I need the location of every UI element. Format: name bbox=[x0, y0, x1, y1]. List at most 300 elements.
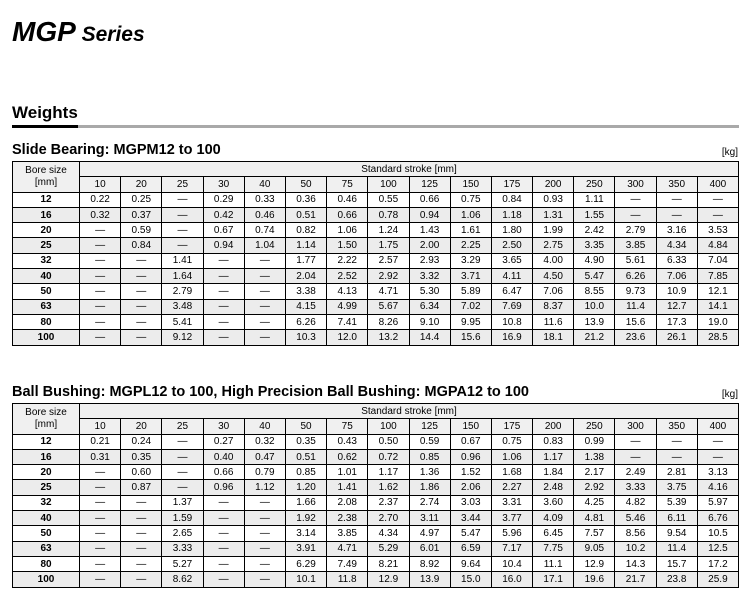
weight-cell: 3.11 bbox=[409, 511, 450, 526]
series-main: MGP bbox=[12, 16, 76, 47]
weight-cell: — bbox=[162, 223, 203, 238]
weight-cell: 0.59 bbox=[121, 223, 162, 238]
weight-cell: — bbox=[80, 238, 121, 253]
bore-size-cell: 80 bbox=[13, 314, 80, 329]
weight-cell: 2.79 bbox=[615, 223, 656, 238]
table-row bbox=[13, 556, 739, 571]
weight-cell: 0.85 bbox=[409, 449, 450, 464]
weight-cell: 0.24 bbox=[121, 434, 162, 449]
weight-cell: 2.25 bbox=[450, 238, 491, 253]
stroke-header-cell: 100 bbox=[368, 177, 409, 192]
weight-cell: 3.32 bbox=[409, 269, 450, 284]
standard-stroke-header: Standard stroke [mm] bbox=[80, 162, 739, 177]
weight-cell: 2.65 bbox=[162, 526, 203, 541]
weight-cell: 0.94 bbox=[409, 207, 450, 222]
weight-cell: — bbox=[203, 526, 244, 541]
weight-cell: 11.4 bbox=[615, 299, 656, 314]
weight-cell: 2.92 bbox=[368, 269, 409, 284]
weight-cell: 16.0 bbox=[491, 572, 532, 587]
weight-cell: 7.04 bbox=[697, 253, 738, 268]
weight-cell: 5.61 bbox=[615, 253, 656, 268]
weight-cell: 3.33 bbox=[162, 541, 203, 556]
stroke-header-cell: 150 bbox=[450, 419, 491, 434]
weight-cell: 1.52 bbox=[450, 465, 491, 480]
weight-cell: 2.06 bbox=[450, 480, 491, 495]
weight-cell: 4.00 bbox=[533, 253, 574, 268]
weight-cell: 0.94 bbox=[203, 238, 244, 253]
weight-cell: 1.59 bbox=[162, 511, 203, 526]
table-row bbox=[13, 495, 739, 510]
weight-cell: — bbox=[615, 192, 656, 207]
weight-cell: — bbox=[80, 556, 121, 571]
weight-cell: 1.06 bbox=[450, 207, 491, 222]
weight-cell: — bbox=[203, 269, 244, 284]
weight-cell: 3.65 bbox=[491, 253, 532, 268]
weight-cell: 2.08 bbox=[327, 495, 368, 510]
weight-cell: 6.29 bbox=[285, 556, 326, 571]
weight-cell: 0.31 bbox=[80, 449, 121, 464]
weight-cell: — bbox=[203, 330, 244, 345]
weight-cell: 5.29 bbox=[368, 541, 409, 556]
weight-cell: — bbox=[203, 284, 244, 299]
weight-cell: — bbox=[80, 299, 121, 314]
weight-cell: 2.49 bbox=[615, 465, 656, 480]
weight-cell: 3.38 bbox=[285, 284, 326, 299]
weight-cell: 3.35 bbox=[574, 238, 615, 253]
table-header-row bbox=[13, 162, 739, 177]
weight-cell: 2.38 bbox=[327, 511, 368, 526]
weight-cell: 6.34 bbox=[409, 299, 450, 314]
bore-size-cell: 50 bbox=[13, 284, 80, 299]
weight-cell: 4.15 bbox=[285, 299, 326, 314]
weight-cell: 4.81 bbox=[574, 511, 615, 526]
weight-cell: 1.01 bbox=[327, 465, 368, 480]
weight-cell: 1.84 bbox=[533, 465, 574, 480]
weight-cell: 3.33 bbox=[615, 480, 656, 495]
ball-bushing-unit: [kg] bbox=[721, 389, 738, 400]
weight-cell: — bbox=[80, 495, 121, 510]
stroke-values-row bbox=[13, 419, 739, 434]
weight-cell: 0.46 bbox=[244, 207, 285, 222]
weight-cell: 4.25 bbox=[574, 495, 615, 510]
weight-cell: — bbox=[697, 434, 738, 449]
weight-cell: 9.73 bbox=[615, 284, 656, 299]
weight-cell: 1.31 bbox=[533, 207, 574, 222]
weight-cell: 0.66 bbox=[409, 192, 450, 207]
slide-bearing-unit: [kg] bbox=[721, 147, 738, 158]
section-divider bbox=[12, 125, 739, 128]
bore-size-cell: 32 bbox=[13, 495, 80, 510]
table-row bbox=[13, 223, 739, 238]
weight-cell: — bbox=[121, 299, 162, 314]
weight-cell: 3.13 bbox=[697, 465, 738, 480]
weight-cell: 7.17 bbox=[491, 541, 532, 556]
weight-cell: — bbox=[244, 511, 285, 526]
weight-cell: 7.85 bbox=[697, 269, 738, 284]
weight-cell: 3.85 bbox=[615, 238, 656, 253]
weight-cell: 5.30 bbox=[409, 284, 450, 299]
weight-cell: 4.09 bbox=[533, 511, 574, 526]
weight-cell: 8.56 bbox=[615, 526, 656, 541]
bore-size-cell: 50 bbox=[13, 526, 80, 541]
stroke-header-cell: 125 bbox=[409, 419, 450, 434]
stroke-header-cell: 200 bbox=[533, 177, 574, 192]
stroke-header-cell: 250 bbox=[574, 177, 615, 192]
weight-cell: 10.5 bbox=[697, 526, 738, 541]
stroke-header-cell: 20 bbox=[121, 419, 162, 434]
weight-cell: 0.27 bbox=[203, 434, 244, 449]
weight-cell: 3.77 bbox=[491, 511, 532, 526]
weight-cell: 8.21 bbox=[368, 556, 409, 571]
weight-cell: 7.06 bbox=[656, 269, 697, 284]
table-row bbox=[13, 284, 739, 299]
weight-cell: 11.6 bbox=[533, 314, 574, 329]
stroke-header-cell: 100 bbox=[368, 419, 409, 434]
weight-cell: 0.22 bbox=[80, 192, 121, 207]
weight-cell: — bbox=[656, 434, 697, 449]
weight-cell: 8.26 bbox=[368, 314, 409, 329]
weight-cell: — bbox=[121, 541, 162, 556]
weight-cell: 21.7 bbox=[615, 572, 656, 587]
weight-cell: — bbox=[121, 314, 162, 329]
weight-cell: 2.52 bbox=[327, 269, 368, 284]
weight-cell: 0.46 bbox=[327, 192, 368, 207]
table-row bbox=[13, 434, 739, 449]
weight-cell: 2.22 bbox=[327, 253, 368, 268]
weight-cell: 9.12 bbox=[162, 330, 203, 345]
weight-cell: 1.11 bbox=[574, 192, 615, 207]
weight-cell: 2.57 bbox=[368, 253, 409, 268]
weight-cell: 4.11 bbox=[491, 269, 532, 284]
weight-cell: 0.51 bbox=[285, 207, 326, 222]
weight-cell: 6.45 bbox=[533, 526, 574, 541]
weight-cell: 1.24 bbox=[368, 223, 409, 238]
weight-cell: — bbox=[80, 269, 121, 284]
weight-cell: 3.29 bbox=[450, 253, 491, 268]
table-row bbox=[13, 238, 739, 253]
bore-size-cell: 80 bbox=[13, 556, 80, 571]
table-row bbox=[13, 299, 739, 314]
weight-cell: — bbox=[121, 269, 162, 284]
weight-cell: — bbox=[656, 207, 697, 222]
weight-cell: 17.3 bbox=[656, 314, 697, 329]
bore-size-cell: 20 bbox=[13, 465, 80, 480]
weight-cell: — bbox=[615, 449, 656, 464]
stroke-header-cell: 30 bbox=[203, 419, 244, 434]
weight-cell: 0.37 bbox=[121, 207, 162, 222]
weight-cell: — bbox=[80, 526, 121, 541]
weight-cell: 0.66 bbox=[327, 207, 368, 222]
weight-cell: 14.1 bbox=[697, 299, 738, 314]
bore-size-cell: 16 bbox=[13, 449, 80, 464]
weight-cell: 3.48 bbox=[162, 299, 203, 314]
weight-cell: 3.44 bbox=[450, 511, 491, 526]
bore-size-cell: 16 bbox=[13, 207, 80, 222]
weight-cell: 0.83 bbox=[533, 434, 574, 449]
weight-cell: — bbox=[80, 572, 121, 587]
weight-cell: — bbox=[697, 449, 738, 464]
weight-cell: 0.75 bbox=[450, 192, 491, 207]
weight-cell: 8.37 bbox=[533, 299, 574, 314]
weight-cell: 0.29 bbox=[203, 192, 244, 207]
weight-cell: — bbox=[80, 223, 121, 238]
weight-cell: 19.0 bbox=[697, 314, 738, 329]
stroke-header-cell: 175 bbox=[491, 177, 532, 192]
stroke-header-cell: 300 bbox=[615, 177, 656, 192]
weight-cell: 6.47 bbox=[491, 284, 532, 299]
weight-cell: — bbox=[244, 299, 285, 314]
weight-cell: 26.1 bbox=[656, 330, 697, 345]
bore-size-cell: 20 bbox=[13, 223, 80, 238]
weight-cell: 10.8 bbox=[491, 314, 532, 329]
weight-cell: 12.1 bbox=[697, 284, 738, 299]
weight-cell: 12.9 bbox=[574, 556, 615, 571]
ball-bushing-weight-table bbox=[12, 403, 739, 588]
weight-cell: 0.96 bbox=[450, 449, 491, 464]
weight-cell: 6.26 bbox=[285, 314, 326, 329]
weight-cell: 0.60 bbox=[121, 465, 162, 480]
weight-cell: 0.40 bbox=[203, 449, 244, 464]
weight-cell: 12.0 bbox=[327, 330, 368, 345]
weight-cell: — bbox=[162, 434, 203, 449]
weight-cell: 2.37 bbox=[368, 495, 409, 510]
bore-size-cell: 63 bbox=[13, 541, 80, 556]
table-row bbox=[13, 541, 739, 556]
stroke-header-cell: 125 bbox=[409, 177, 450, 192]
stroke-header-cell: 50 bbox=[285, 177, 326, 192]
weight-cell: — bbox=[615, 434, 656, 449]
weight-cell: 7.06 bbox=[533, 284, 574, 299]
weight-cell: 6.01 bbox=[409, 541, 450, 556]
stroke-header-cell: 75 bbox=[327, 419, 368, 434]
weight-cell: 17.2 bbox=[697, 556, 738, 571]
weight-cell: 10.9 bbox=[656, 284, 697, 299]
weight-cell: 2.93 bbox=[409, 253, 450, 268]
weight-cell: 0.82 bbox=[285, 223, 326, 238]
weight-cell: 3.16 bbox=[656, 223, 697, 238]
stroke-header-cell: 10 bbox=[80, 419, 121, 434]
table-row bbox=[13, 511, 739, 526]
weight-cell: 0.74 bbox=[244, 223, 285, 238]
weight-cell: — bbox=[162, 449, 203, 464]
weight-cell: 2.74 bbox=[409, 495, 450, 510]
weight-cell: 0.78 bbox=[368, 207, 409, 222]
weight-cell: 0.25 bbox=[121, 192, 162, 207]
stroke-header-cell: 350 bbox=[656, 419, 697, 434]
weight-cell: — bbox=[203, 511, 244, 526]
bore-size-cell: 40 bbox=[13, 269, 80, 284]
weight-cell: 2.48 bbox=[533, 480, 574, 495]
weight-cell: — bbox=[244, 330, 285, 345]
bore-size-cell: 32 bbox=[13, 253, 80, 268]
weight-cell: 5.46 bbox=[615, 511, 656, 526]
weight-cell: 7.75 bbox=[533, 541, 574, 556]
stroke-header-cell: 40 bbox=[244, 177, 285, 192]
weight-cell: 2.92 bbox=[574, 480, 615, 495]
stroke-header-cell: 30 bbox=[203, 177, 244, 192]
weight-cell: 0.93 bbox=[533, 192, 574, 207]
weight-cell: 12.7 bbox=[656, 299, 697, 314]
weight-cell: 0.32 bbox=[244, 434, 285, 449]
weight-cell: 11.1 bbox=[533, 556, 574, 571]
weight-cell: — bbox=[203, 495, 244, 510]
weight-cell: — bbox=[203, 541, 244, 556]
bore-size-cell: 100 bbox=[13, 572, 80, 587]
weight-cell: — bbox=[203, 572, 244, 587]
table-row bbox=[13, 480, 739, 495]
weight-cell: 9.95 bbox=[450, 314, 491, 329]
stroke-header-cell: 40 bbox=[244, 419, 285, 434]
weight-cell: 0.21 bbox=[80, 434, 121, 449]
weight-cell: 1.62 bbox=[368, 480, 409, 495]
weight-cell: 10.4 bbox=[491, 556, 532, 571]
weight-cell: 25.9 bbox=[697, 572, 738, 587]
weight-cell: — bbox=[121, 511, 162, 526]
table-row bbox=[13, 572, 739, 587]
weight-cell: 5.96 bbox=[491, 526, 532, 541]
stroke-header-cell: 75 bbox=[327, 177, 368, 192]
weight-cell: — bbox=[244, 526, 285, 541]
weight-cell: 1.41 bbox=[162, 253, 203, 268]
stroke-header-cell: 300 bbox=[615, 419, 656, 434]
weight-cell: — bbox=[121, 253, 162, 268]
weight-cell: 2.17 bbox=[574, 465, 615, 480]
weight-cell: 2.75 bbox=[533, 238, 574, 253]
stroke-header-cell: 150 bbox=[450, 177, 491, 192]
weight-cell: 4.16 bbox=[697, 480, 738, 495]
weight-cell: 0.32 bbox=[80, 207, 121, 222]
weight-cell: — bbox=[162, 480, 203, 495]
weight-cell: 15.7 bbox=[656, 556, 697, 571]
weight-cell: — bbox=[80, 284, 121, 299]
table-row bbox=[13, 526, 739, 541]
weight-cell: 1.80 bbox=[491, 223, 532, 238]
weight-cell: 0.43 bbox=[327, 434, 368, 449]
weight-cell: 2.70 bbox=[368, 511, 409, 526]
weight-cell: 10.0 bbox=[574, 299, 615, 314]
bore-size-cell: 25 bbox=[13, 480, 80, 495]
weight-cell: 5.97 bbox=[697, 495, 738, 510]
weight-cell: 4.50 bbox=[533, 269, 574, 284]
weight-cell: 15.6 bbox=[615, 314, 656, 329]
stroke-header-cell: 10 bbox=[80, 177, 121, 192]
weight-cell: 1.04 bbox=[244, 238, 285, 253]
section-divider-accent bbox=[12, 125, 78, 128]
weight-cell: 7.49 bbox=[327, 556, 368, 571]
weight-cell: 7.02 bbox=[450, 299, 491, 314]
weight-cell: 7.69 bbox=[491, 299, 532, 314]
weight-cell: 1.43 bbox=[409, 223, 450, 238]
weight-cell: 3.60 bbox=[533, 495, 574, 510]
weight-cell: — bbox=[80, 480, 121, 495]
weight-cell: 19.6 bbox=[574, 572, 615, 587]
weight-cell: 1.75 bbox=[368, 238, 409, 253]
weight-cell: — bbox=[203, 299, 244, 314]
weight-cell: 3.14 bbox=[285, 526, 326, 541]
weight-cell: 15.6 bbox=[450, 330, 491, 345]
weight-cell: 17.1 bbox=[533, 572, 574, 587]
series-title bbox=[12, 14, 145, 46]
weight-cell: 7.57 bbox=[574, 526, 615, 541]
weight-cell: 8.62 bbox=[162, 572, 203, 587]
weight-cell: 3.03 bbox=[450, 495, 491, 510]
weight-cell: 1.99 bbox=[533, 223, 574, 238]
weight-cell: 1.20 bbox=[285, 480, 326, 495]
weight-cell: 28.5 bbox=[697, 330, 738, 345]
weight-cell: 13.9 bbox=[574, 314, 615, 329]
weight-cell: — bbox=[162, 465, 203, 480]
ball-bushing-title: Ball Bushing: MGPL12 to 100, High Precision Ball Bushing: MGPA12 to 100 bbox=[12, 384, 529, 400]
weight-cell: 1.17 bbox=[368, 465, 409, 480]
weight-cell: — bbox=[697, 192, 738, 207]
weight-cell: 3.53 bbox=[697, 223, 738, 238]
weight-cell: 6.76 bbox=[697, 511, 738, 526]
weight-cell: 11.8 bbox=[327, 572, 368, 587]
weight-cell: 1.50 bbox=[327, 238, 368, 253]
table-row bbox=[13, 449, 739, 464]
weight-cell: — bbox=[121, 526, 162, 541]
bore-size-cell: 63 bbox=[13, 299, 80, 314]
stroke-header-cell: 400 bbox=[697, 177, 738, 192]
weight-cell: 12.5 bbox=[697, 541, 738, 556]
weight-cell: 12.9 bbox=[368, 572, 409, 587]
weight-cell: 0.75 bbox=[491, 434, 532, 449]
weight-cell: 1.12 bbox=[244, 480, 285, 495]
weight-cell: 3.71 bbox=[450, 269, 491, 284]
weight-cell: 6.59 bbox=[450, 541, 491, 556]
weight-cell: 0.33 bbox=[244, 192, 285, 207]
table-row bbox=[13, 314, 739, 329]
stroke-header-cell: 20 bbox=[121, 177, 162, 192]
weight-cell: 8.55 bbox=[574, 284, 615, 299]
weight-cell: — bbox=[203, 314, 244, 329]
weight-cell: 10.1 bbox=[285, 572, 326, 587]
weight-cell: — bbox=[162, 238, 203, 253]
weight-cell: — bbox=[244, 541, 285, 556]
weight-cell: 2.00 bbox=[409, 238, 450, 253]
weight-cell: 4.34 bbox=[656, 238, 697, 253]
weight-cell: — bbox=[162, 207, 203, 222]
weight-cell: 15.0 bbox=[450, 572, 491, 587]
weight-cell: 6.26 bbox=[615, 269, 656, 284]
weight-cell: — bbox=[244, 284, 285, 299]
weight-cell: 4.34 bbox=[368, 526, 409, 541]
weight-cell: 1.36 bbox=[409, 465, 450, 480]
weight-cell: — bbox=[80, 465, 121, 480]
weight-cell: 3.85 bbox=[327, 526, 368, 541]
weight-cell: 3.91 bbox=[285, 541, 326, 556]
weight-cell: 7.41 bbox=[327, 314, 368, 329]
weight-cell: 0.67 bbox=[203, 223, 244, 238]
weight-cell: 0.72 bbox=[368, 449, 409, 464]
weight-cell: 4.90 bbox=[574, 253, 615, 268]
weight-cell: 1.06 bbox=[327, 223, 368, 238]
bore-size-cell: 12 bbox=[13, 434, 80, 449]
weight-cell: 4.71 bbox=[327, 541, 368, 556]
weight-cell: — bbox=[203, 253, 244, 268]
weight-cell: 4.82 bbox=[615, 495, 656, 510]
weight-cell: 0.66 bbox=[203, 465, 244, 480]
weight-cell: 1.38 bbox=[574, 449, 615, 464]
weight-cell: 0.50 bbox=[368, 434, 409, 449]
weight-cell: 1.64 bbox=[162, 269, 203, 284]
weight-cell: 5.47 bbox=[450, 526, 491, 541]
standard-stroke-header: Standard stroke [mm] bbox=[80, 404, 739, 419]
weight-cell: 2.79 bbox=[162, 284, 203, 299]
weight-cell: 4.71 bbox=[368, 284, 409, 299]
weight-cell: 4.97 bbox=[409, 526, 450, 541]
stroke-values-row bbox=[13, 177, 739, 192]
